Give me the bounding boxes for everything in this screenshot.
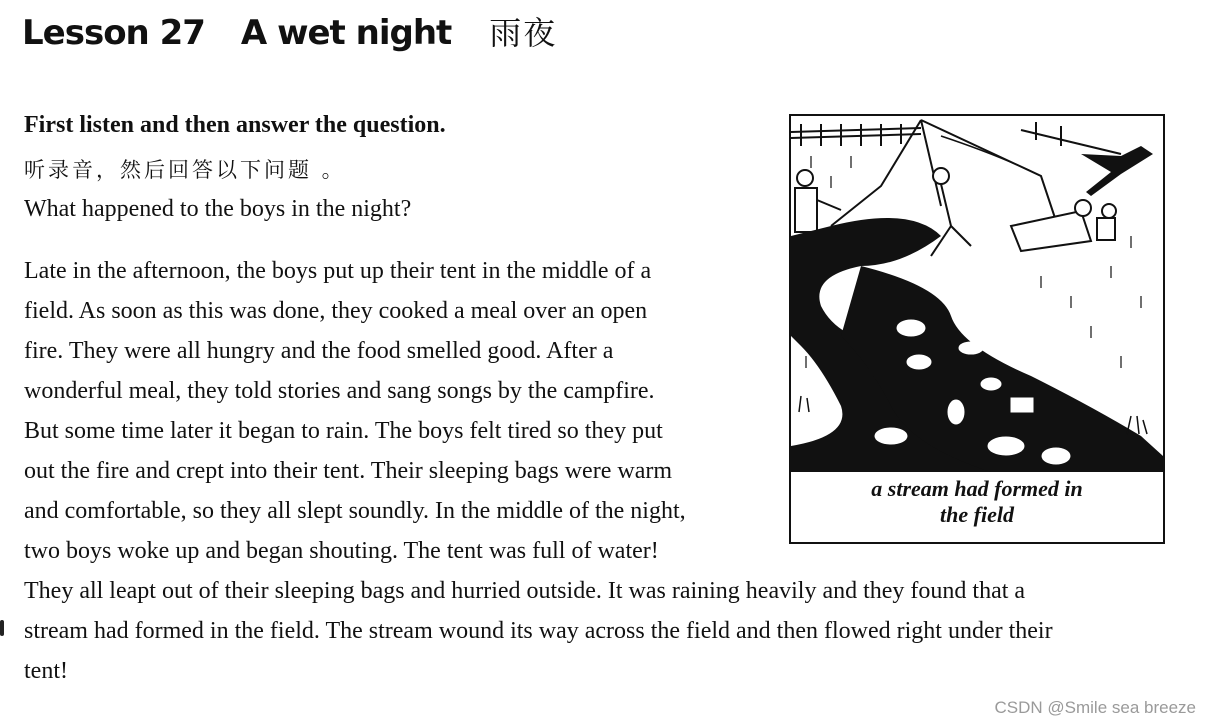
- body-line: Late in the afternoon, the boys put up their tent in the middle of a: [24, 258, 652, 284]
- body-line: out the fire and crept into their tent. Their sleeping bags were warm: [24, 458, 672, 484]
- lesson-name-chinese: 雨夜: [489, 14, 558, 52]
- illustration-frame: [789, 114, 1165, 544]
- watermark: CSDN @Smile sea breeze: [994, 698, 1196, 717]
- question-text: What happened to the boys in the night?: [24, 196, 412, 222]
- body-line: stream had formed in the field. The stream wound its way across the field and then flowed right under their: [24, 618, 1053, 644]
- body-line: field. As soon as this was done, they cooked a meal over an open: [24, 298, 648, 324]
- margin-mark: [0, 620, 4, 636]
- body-line: and comfortable, so they all slept soundly. In the middle of the night,: [24, 498, 686, 524]
- question-heading: First listen and then answer the question.: [24, 112, 446, 138]
- body-line: They all leapt out of their sleeping bags and hurried outside. It was raining heavily and they found that a: [24, 578, 1026, 604]
- lesson-number: Lesson 27: [22, 13, 205, 53]
- body-line: wonderful meal, they told stories and sang songs by the campfire.: [24, 378, 655, 404]
- lesson-name: A wet night: [240, 13, 452, 53]
- question-heading-chinese: 听录音，然后回答以下问题 。: [24, 158, 346, 182]
- caption-line: the field: [940, 502, 1014, 527]
- stream-illustration: [791, 116, 1163, 472]
- body-line: tent!: [24, 658, 68, 684]
- lesson-title: [22, 8, 557, 56]
- body-line: two boys woke up and began shouting. The tent was full of water!: [24, 538, 659, 564]
- caption-line: a stream had formed in: [871, 476, 1083, 501]
- body-line: But some time later it began to rain. The boys felt tired so they put: [24, 418, 663, 444]
- illustration-caption: [791, 476, 1163, 528]
- body-line: fire. They were all hungry and the food smelled good. After a: [24, 338, 614, 364]
